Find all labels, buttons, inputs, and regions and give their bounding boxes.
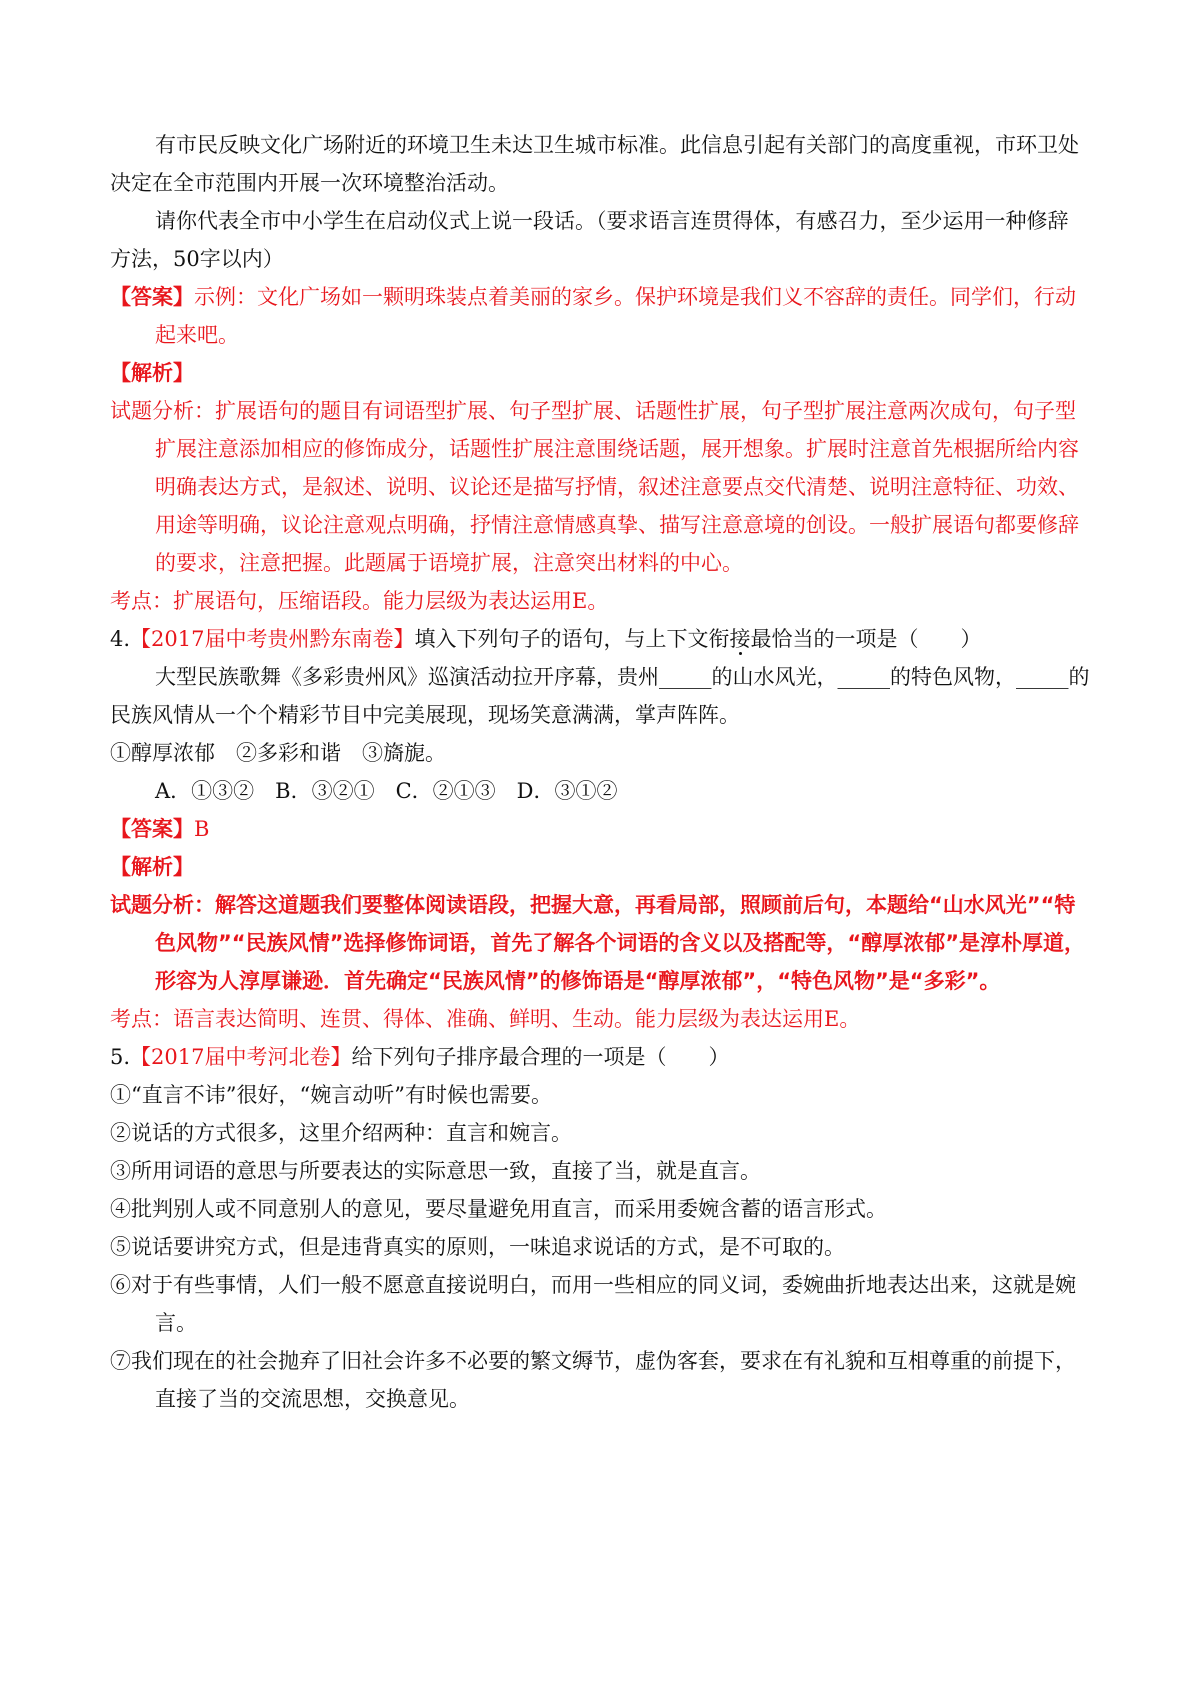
list-item: ①“直言不讳”很好，“婉言动听”有时候也需要。 [110,1083,552,1107]
list-item: ⑤说话要讲究方式，但是违背真实的原则，一味追求说话的方式，是不可取的。 [110,1235,845,1259]
paragraph-line: 决定在全市范围内开展一次环境整治活动。 [110,171,509,195]
question-stem-text: 最恰当的一项是（ ） [750,627,982,651]
list-item: 言。 [155,1311,197,1335]
choices-line: A．①③② B．③②① C．②①③ D．③①② [155,779,618,803]
analysis-line: 色风物”“民族风情”选择修饰词语，首先了解各个词语的含义以及搭配等，“醇厚浓郁”是淳朴厚道， [155,931,1086,955]
question-source: 【2017届中考贵州黔东南卷】 [130,627,415,651]
passage-line: 大型民族歌舞《多彩贵州风》巡演活动拉开序幕，贵州_____的山水风光，_____的特色风物，_____的 [155,665,1090,689]
paragraph-line: 有市民反映文化广场附近的环境卫生未达卫生城市标准。此信息引起有关部门的高度重视，市环卫处 [155,133,1079,157]
list-item: ③所用词语的意思与所要表达的实际意思一致，直接了当，就是直言。 [110,1159,761,1183]
analysis-line: 试题分析：解答这道题我们要整体阅读语段，把握大意，再看局部，照顾前后句，本题给“山水风光”“特 [110,893,1076,917]
question-stem-text: 给下列句子排序最合理的一项是（ ） [351,1045,730,1069]
analysis-line: 的要求，注意把握。此题属于语境扩展，注意突出材料的中心。 [155,551,743,575]
answer-text: B [194,817,210,841]
emphasis-char: 接 [729,627,751,651]
list-item: ②说话的方式很多，这里介绍两种：直言和婉言。 [110,1121,572,1145]
answer-line [110,814,209,844]
analysis-tag: 【解析】 [110,854,194,879]
question-source: 【2017届中考河北卷】 [130,1045,352,1069]
word-options: ①醇厚浓郁 ②多彩和谐 ③旖旎。 [110,741,446,765]
analysis-line: 明确表达方式，是叙述、说明、议论还是描写抒情，叙述注意要点交代清楚、说明注意特征、功效、 [155,475,1079,499]
answer-text: 示例：文化广场如一颗明珠装点着美丽的家乡。保护环境是我们义不容辞的责任。同学们，行动 [194,285,1076,309]
analysis-line: 用途等明确，议论注意观点明确，抒情注意情感真挚、描写注意意境的创设。一般扩展语句都要修辞 [155,513,1079,537]
paragraph-line: 方法，50字以内） [110,247,284,271]
analysis-line: 扩展注意添加相应的修饰成分，话题性扩展注意围绕话题，展开想象。扩展时注意首先根据所给内容 [155,437,1079,461]
analysis-tag: 【解析】 [110,360,194,385]
question-stem-text: 填入下列句子的语句，与上下文衔 [414,627,730,651]
answer-line [110,282,1076,312]
question-number: 4. [110,627,131,651]
answer-tag: 【答案】 [110,284,194,309]
analysis-line: 试题分析：扩展语句的题目有词语型扩展、句子型扩展、话题性扩展，句子型扩展注意两次成句，句子型 [110,399,1076,423]
list-item: ⑥对于有些事情，人们一般不愿意直接说明白，而用一些相应的同义词，委婉曲折地表达出来，这就是婉 [110,1273,1076,1297]
question-5-stem [110,1042,730,1072]
list-item: 直接了当的交流思想，交换意见。 [155,1387,470,1411]
passage-line: 民族风情从一个个精彩节目中完美展现，现场笑意满满，掌声阵阵。 [110,703,740,727]
list-item: ⑦我们现在的社会抛弃了旧社会许多不必要的繁文缛节，虚伪客套，要求在有礼貌和互相尊重的前提下， [110,1349,1076,1373]
answer-text: 起来吧。 [155,323,239,347]
list-item: ④批判别人或不同意别人的意见，要尽量避免用直言，而采用委婉含蓄的语言形式。 [110,1197,887,1221]
answer-tag: 【答案】 [110,816,194,841]
analysis-line: 形容为人淳厚谦逊．首先确定“民族风情”的修饰语是“醇厚浓郁”，“特色风物”是“多彩”。 [155,969,1001,993]
paragraph-line: 请你代表全市中小学生在启动仪式上说一段话。（要求语言连贯得体，有感召力，至少运用一种修辞 [155,209,1069,233]
kaodian-line: 考点：扩展语句，压缩语段。能力层级为表达运用E。 [110,589,609,613]
question-4-stem [110,624,982,654]
kaodian-line: 考点：语言表达简明、连贯、得体、准确、鲜明、生动。能力层级为表达运用E。 [110,1007,861,1031]
question-number: 5. [110,1045,131,1069]
